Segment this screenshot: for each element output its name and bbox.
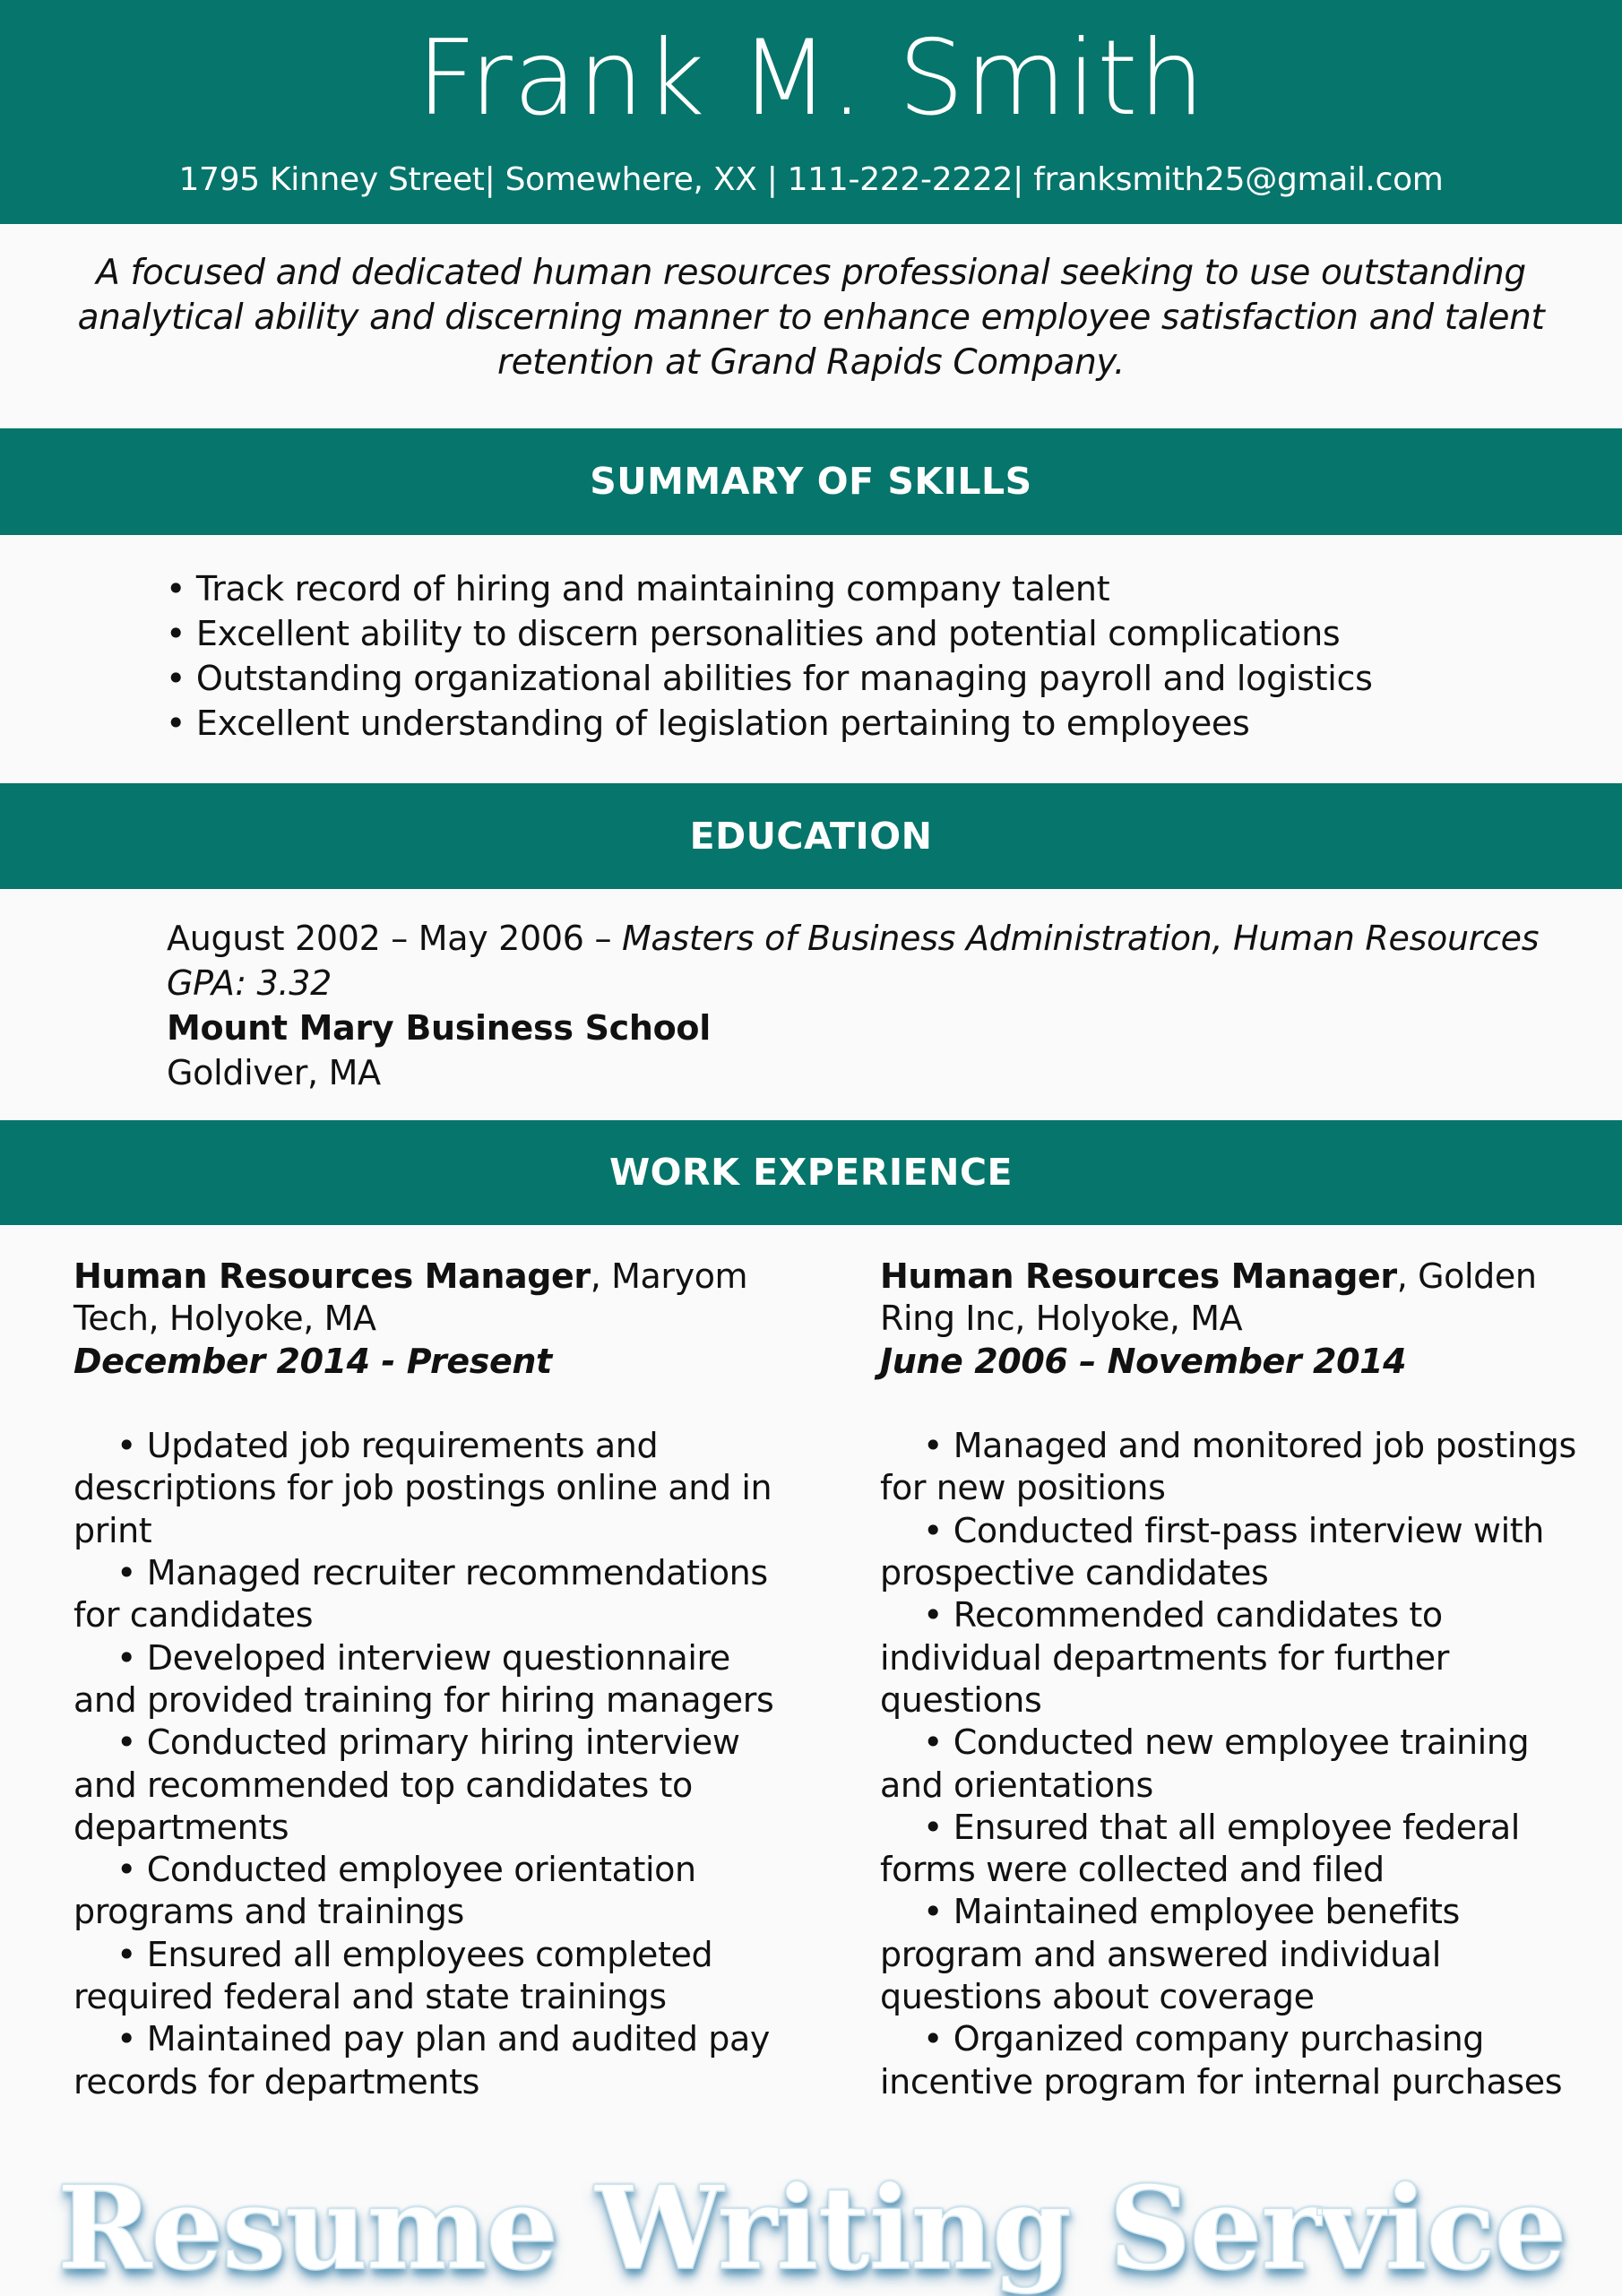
job-heading <box>73 1256 781 1341</box>
section-title-education: EDUCATION <box>689 815 933 858</box>
job-bullets <box>73 1425 781 2103</box>
job-bullet: • Conducted first-pass interview with prospective candidates <box>880 1510 1588 1595</box>
job-bullets <box>880 1425 1588 2103</box>
job-entry <box>880 1256 1588 2103</box>
job-bullet: • Recommended candidates to individual departments for further questions <box>880 1594 1588 1722</box>
job-bullet: • Managed and monitored job postings for new positions <box>880 1425 1588 1510</box>
skill-item: • Excellent ability to discern personalities and potential complications <box>166 611 1373 656</box>
skill-item: • Track record of hiring and maintaining company talent <box>166 566 1373 611</box>
section-header-work <box>0 1120 1622 1225</box>
job-bullet: • Developed interview questionnaire and provided training for hiring managers <box>73 1637 781 1722</box>
job-bullet: • Managed recruiter recommendations for candidates <box>73 1552 781 1637</box>
section-header-skills <box>0 428 1622 535</box>
skill-item: • Excellent understanding of legislation pertaining to employees <box>166 701 1373 746</box>
job-bullet: • Ensured all employees completed required federal and state trainings <box>73 1934 781 2019</box>
job-company: , Maryom Tech, Holyoke, MA <box>73 1256 748 1339</box>
job-bullet: • Maintained employee benefits program and answered individual questions about coverage <box>880 1891 1588 2018</box>
job-bullet: • Ensured that all employee federal forms were collected and filed <box>880 1807 1588 1892</box>
job-bullet: • Updated job requirements and descriptions for job postings online and in print <box>73 1425 781 1552</box>
skills-list <box>166 566 1373 746</box>
job-title: Human Resources Manager <box>73 1256 591 1296</box>
job-dates: December 2014 - Present <box>73 1341 552 1381</box>
skill-item: • Outstanding organizational abilities for managing payroll and logistics <box>166 656 1373 701</box>
spacer <box>880 1383 1588 1425</box>
resume-header <box>0 0 1622 224</box>
education-dates-degree <box>167 916 1539 961</box>
job-bullet: • Organized company purchasing incentive program for internal purchases <box>880 2018 1588 2103</box>
job-entry <box>73 1256 781 2103</box>
education-school: Mount Mary Business School <box>167 1008 711 1048</box>
section-header-education <box>0 783 1622 889</box>
job-bullet: • Conducted employee orientation programs and trainings <box>73 1849 781 1934</box>
education-degree: Masters of Business Administration, Human Resources <box>621 919 1540 958</box>
education-location: Goldiver, MA <box>167 1053 381 1092</box>
education-gpa: GPA: 3.32 <box>167 963 332 1003</box>
job-dates: June 2006 – November 2014 <box>880 1341 1407 1381</box>
spacer <box>73 1383 781 1425</box>
section-title-skills: SUMMARY OF SKILLS <box>590 460 1032 503</box>
education-entry <box>167 916 1539 1095</box>
candidate-name: Frank M. Smith <box>416 18 1206 139</box>
contact-info: 1795 Kinney Street| Somewhere, XX | 111-222-2222| franksmith25@gmail.com <box>178 161 1444 198</box>
job-bullet: • Conducted new employee training and orientations <box>880 1722 1588 1807</box>
job-heading <box>880 1256 1588 1341</box>
education-dates: August 2002 – May 2006 – <box>167 919 622 958</box>
job-bullet: • Maintained pay plan and audited pay records for departments <box>73 2018 781 2103</box>
job-title: Human Resources Manager <box>880 1256 1397 1296</box>
job-bullet: • Conducted primary hiring interview and recommended top candidates to departments <box>73 1722 781 1849</box>
section-title-work: WORK EXPERIENCE <box>608 1151 1014 1194</box>
objective-statement: A focused and dedicated human resources professional seeking to use outstanding analytical ability and discerning manner to enhance employee satisfaction and talent retention at Grand Rapids Company. <box>77 253 1545 383</box>
job-company: , Golden Ring Inc, Holyoke, MA <box>880 1256 1537 1339</box>
watermark-text: Resume Writing Service <box>56 2162 1566 2296</box>
